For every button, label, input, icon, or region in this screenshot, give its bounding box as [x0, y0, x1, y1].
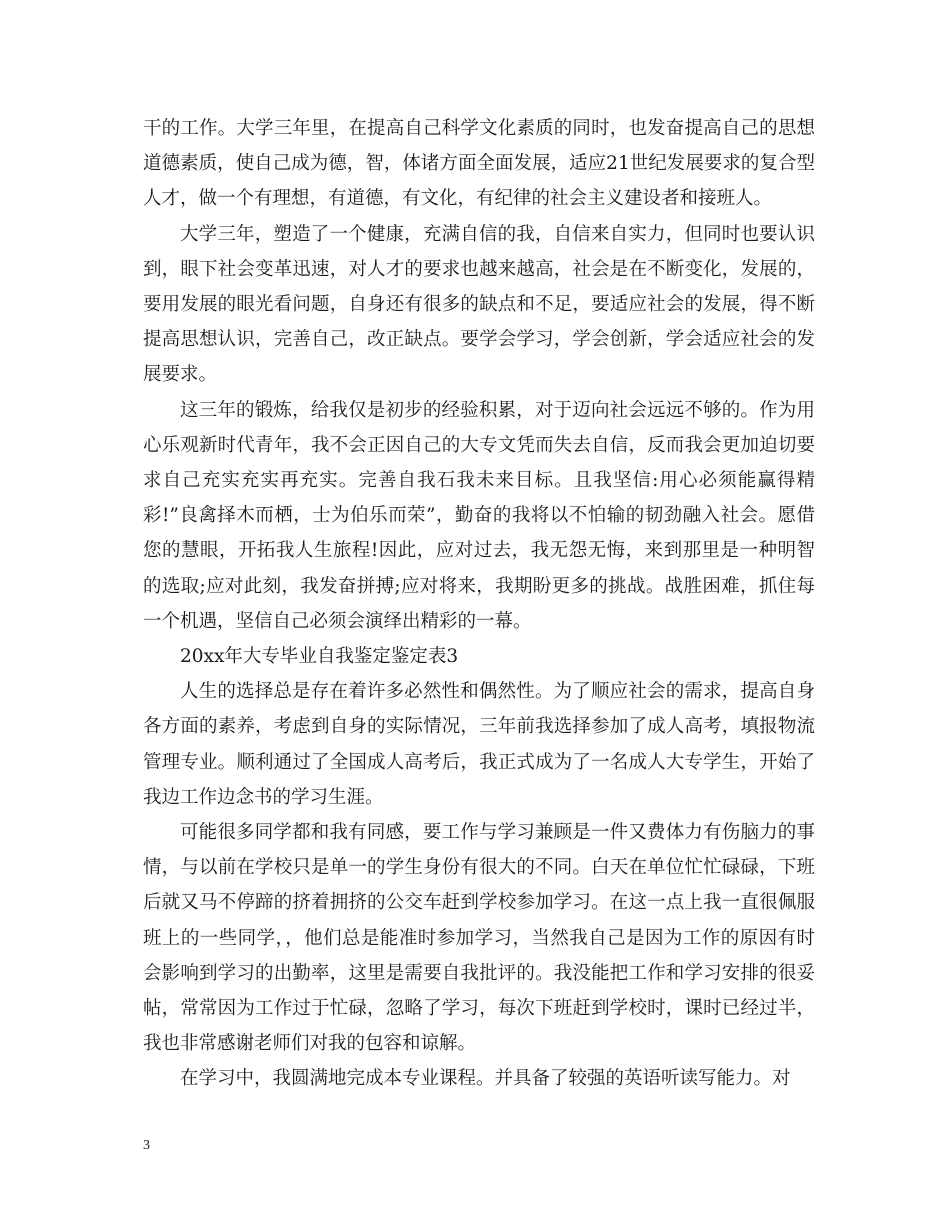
document-body — [143, 111, 815, 1097]
paragraph-6: 在学习中，我圆满地完成本专业课程。并具备了较强的英语听读写能力。对 — [180, 1068, 791, 1090]
section-heading: 20xx年大专毕业自我鉴定鉴定表3 — [180, 646, 459, 668]
paragraph-5: 可能很多同学都和我有同感，要工作与学习兼顾是一件又费体力有伤脑力的事情，与以前在学校只是单一的学生身份有很大的不同。白天在单位忙忙碌碌，下班后就又马不停蹄的挤着拥挤的公交车赶到学校参加学习。在这一点上我一直很佩服班上的一些同学，，他们总是能准时参加学习，当然我自己是因为工作的原因有时会影响到学习的出勤率，这里是需要自我批评的。我没能把工作和学习安排的很妥帖，常常因为工作过于忙碌，忽略了学习，每次下班赶到学校时，课时已经过半，我也非常感谢老师们对我的包容和谅解。 — [143, 822, 815, 1055]
paragraph-4: 人生的选择总是存在着许多必然性和偶然性。为了顺应社会的需求，提高自身各方面的素养，考虑到自身的实际情况，三年前我选择参加了成人高考，填报物流管理专业。顺利通过了全国成人高考后，我正式成为了一名成人大专学生，开始了我边工作边念书的学习生涯。 — [143, 681, 815, 808]
page-number: 3 — [143, 1138, 150, 1153]
paragraph-2: 大学三年，塑造了一个健康，充满自信的我，自信来自实力，但同时也要认识到，眼下社会变革迅速，对人才的要求也越来越高，社会是在不断变化，发展的，要用发展的眼光看问题，自身还有很多的缺点和不足，要适应社会的发展，得不断提高思想认识，完善自己，改正缺点。要学会学习，学会创新，学会适应社会的发展要求。 — [143, 223, 815, 386]
paragraph-3: 这三年的锻炼，给我仅是初步的经验积累，对于迈向社会远远不够的。作为用心乐观新时代青年，我不会正因自己的大专文凭而失去自信，反而我会更加迫切要求自己充实充实再充实。完善自我石我未来目标。且我坚信:用心必须能赢得精彩!”良禽择木而栖，士为伯乐而荣”，勤奋的我将以不怕输的韧劲融入社会。愿借您的慧眼，开拓我人生旅程!因此，应对过去，我无怨无悔，来到那里是一种明智的选取;应对此刻，我发奋拼搏;应对将来，我期盼更多的挑战。战胜困难，抓住每一个机遇，坚信自己必须会演绎出精彩的一幕。 — [143, 399, 815, 632]
paragraph-1: 干的工作。大学三年里，在提高自己科学文化素质的同时，也发奋提高自己的思想道德素质，使自己成为德，智，体诸方面全面发展，适应21世纪发展要求的复合型人才，做一个有理想，有道德，有文化，有纪律的社会主义建设者和接班人。 — [143, 118, 815, 210]
